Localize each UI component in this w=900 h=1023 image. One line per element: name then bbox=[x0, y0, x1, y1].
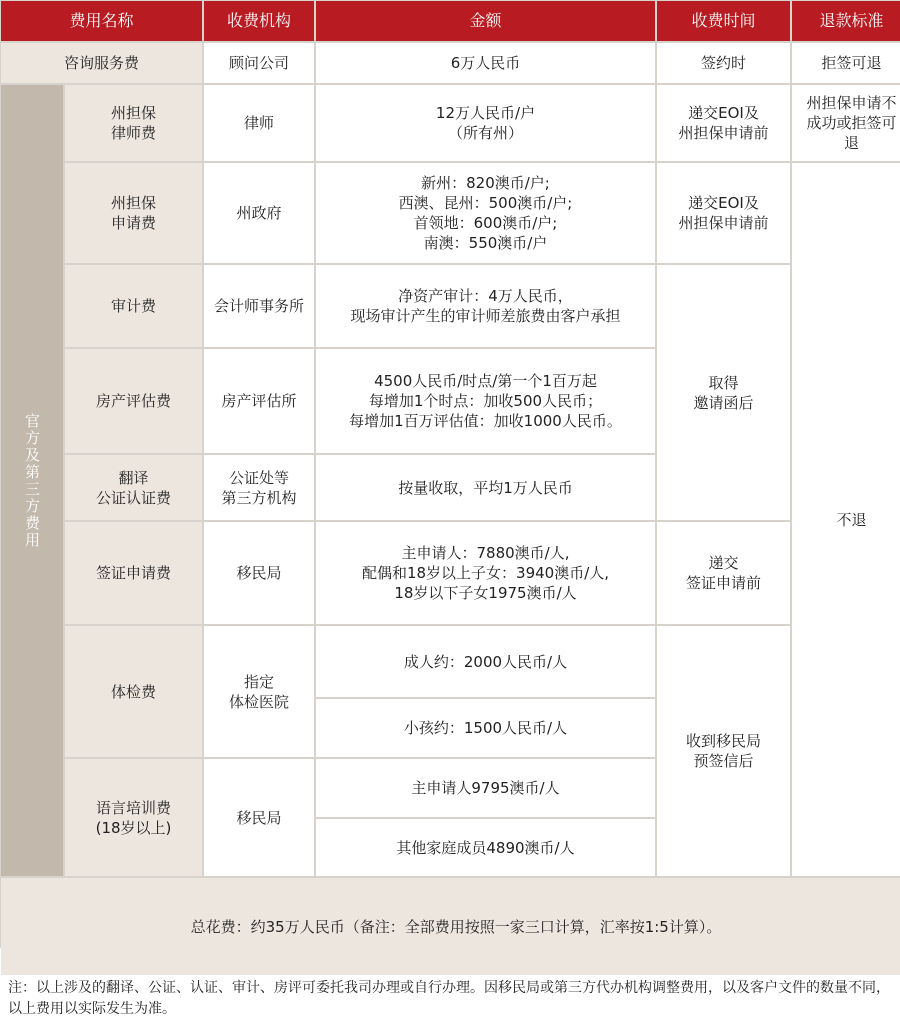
language-fee-others: 其他家庭成员4890澳币/人 bbox=[316, 819, 655, 876]
translate-fee-amount: 按量收取，平均1万人民币 bbox=[316, 455, 655, 520]
audit-fee-org: 会计师事务所 bbox=[204, 265, 314, 347]
side-label-text: 官方及第三方费用 bbox=[23, 412, 41, 549]
preapproval-time: 收到移民局 预签信后 bbox=[657, 626, 790, 876]
property-fee-amount: 4500人民币/时点/第一个1百万起 每增加1个时点：加收500人民币； 每增加1百万评估值：加收1000人民币。 bbox=[316, 349, 655, 453]
state-fee-time: 递交EOI及 州担保申请前 bbox=[657, 163, 790, 263]
language-fee-name: 语言培训费 (18岁以上) bbox=[65, 759, 202, 876]
header-refund: 退款标准 bbox=[792, 1, 900, 41]
visa-fee-org: 移民局 bbox=[204, 522, 314, 624]
property-fee-org: 房产评估所 bbox=[204, 349, 314, 453]
language-fee-main: 主申请人9795澳币/人 bbox=[316, 759, 655, 817]
visa-fee-name: 签证申请费 bbox=[65, 522, 202, 624]
state-fee-name: 州担保 申请费 bbox=[65, 163, 202, 263]
medical-fee-name: 体检费 bbox=[65, 626, 202, 757]
lawyer-fee-refund: 州担保申请不 成功或拒签可 退 bbox=[792, 85, 900, 161]
medical-fee-child: 小孩约：1500人民币/人 bbox=[316, 699, 655, 757]
visa-fee-amount: 主申请人：7880澳币/人, 配偶和18岁以上子女：3940澳币/人, 18岁以下子女1975澳币/人 bbox=[316, 522, 655, 624]
visa-fee-time: 递交 签证申请前 bbox=[657, 522, 790, 624]
side-label bbox=[1, 85, 63, 876]
total-cost: 总花费：约35万人民币（备注：全部费用按照一家三口计算，汇率按1:5计算）。 bbox=[1, 878, 900, 975]
property-fee-name: 房产评估费 bbox=[65, 349, 202, 453]
consult-time: 签约时 bbox=[657, 43, 790, 83]
lawyer-fee-name: 州担保 律师费 bbox=[65, 85, 202, 161]
header-fee-name: 费用名称 bbox=[1, 1, 202, 41]
translate-fee-name: 翻译 公证认证费 bbox=[65, 455, 202, 520]
state-fee-amount: 新州：820澳币/户; 西澳、昆州：500澳币/户; 首领地：600澳币/户; 南澳：550澳币/户 bbox=[316, 163, 655, 263]
lawyer-fee-time: 递交EOI及 州担保申请前 bbox=[657, 85, 790, 161]
lawyer-fee-amount: 12万人民币/户 （所有州） bbox=[316, 85, 655, 161]
audit-fee-amount: 净资产审计：4万人民币， 现场审计产生的审计师差旅费由客户承担 bbox=[316, 265, 655, 347]
translate-fee-org: 公证处等 第三方机构 bbox=[204, 455, 314, 520]
audit-fee-name: 审计费 bbox=[65, 265, 202, 347]
refund-none: 不退 bbox=[792, 163, 900, 876]
medical-fee-adult: 成人约：2000人民币/人 bbox=[316, 626, 655, 697]
footnote: 注：以上涉及的翻译、公证、认证、审计、房评可委托我司办理或自行办理。因移民局或第三方代办机构调整费用，以及客户文件的数量不同，以上费用以实际发生为准。 bbox=[8, 980, 890, 1017]
header-time: 收费时间 bbox=[657, 1, 790, 41]
lawyer-fee-org: 律师 bbox=[204, 85, 314, 161]
consult-refund: 拒签可退 bbox=[792, 43, 900, 83]
invite-time: 取得 邀请函后 bbox=[657, 265, 790, 520]
header-org: 收费机构 bbox=[204, 1, 314, 41]
consult-amount: 6万人民币 bbox=[316, 43, 655, 83]
consult-name: 咨询服务费 bbox=[1, 43, 202, 83]
medical-fee-org: 指定 体检医院 bbox=[204, 626, 314, 757]
header-amount: 金额 bbox=[316, 1, 655, 41]
state-fee-org: 州政府 bbox=[204, 163, 314, 263]
consult-org: 顾问公司 bbox=[204, 43, 314, 83]
language-fee-org: 移民局 bbox=[204, 759, 314, 876]
